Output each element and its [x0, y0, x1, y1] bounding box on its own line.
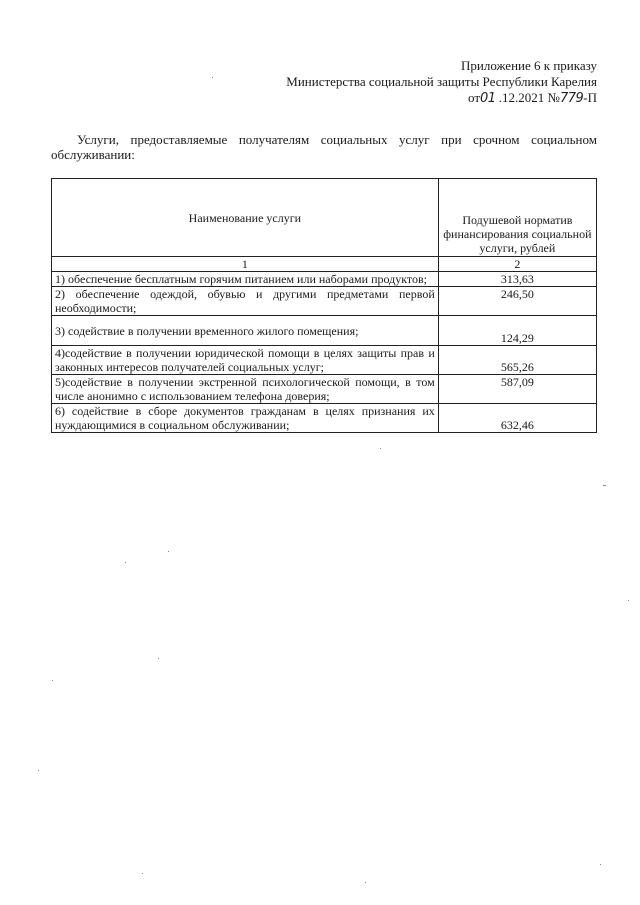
service-name: 3) содействие в получении временного жилого помещения;	[52, 316, 439, 346]
service-norm-value: 632,46	[438, 404, 596, 433]
scan-speck	[52, 680, 53, 681]
table-row	[52, 287, 597, 316]
scan-speck	[380, 448, 381, 449]
column-numbers-row	[52, 257, 597, 272]
number-suffix: -П	[583, 90, 597, 105]
scan-speck	[603, 485, 606, 486]
scan-speck	[38, 770, 39, 771]
scan-speck	[168, 551, 169, 552]
service-name: 1) обеспечение бесплатным горячим питанием или наборами продуктов;	[52, 272, 439, 287]
scan-speck	[628, 600, 629, 601]
column-header-norm: Подушевой норматив финансирования социальной услуги, рублей	[438, 179, 596, 257]
appendix-title: Приложение 6 к приказу	[460, 58, 597, 73]
number-prefix: №	[547, 90, 560, 105]
service-norm-value: 565,26	[438, 346, 596, 375]
date-rest: .12.2021	[498, 90, 545, 105]
table-header-row	[52, 179, 597, 257]
scan-speck	[142, 873, 143, 874]
services-table	[51, 178, 597, 433]
table-row	[52, 316, 597, 346]
intro-paragraph: Услуги, предоставляемые получателям социальных услуг при срочном социальном обслуживании:	[51, 132, 597, 162]
service-norm-value: 587,09	[438, 375, 596, 404]
handwritten-day: 01	[480, 91, 496, 106]
ministry-name: Министерства социальной защиты Республики Карелия	[286, 74, 597, 89]
column-header-service-name: Наименование услуги	[52, 179, 439, 257]
date-prefix: от	[467, 90, 480, 105]
scan-speck	[158, 658, 159, 659]
service-name: 2) обеспечение одеждой, обувью и другими предметами первой необходимости;	[52, 287, 439, 316]
service-norm-value: 124,29	[438, 316, 596, 346]
column-number-1: 1	[52, 257, 439, 272]
table-row	[52, 404, 597, 433]
table-row	[52, 272, 597, 287]
service-name: 4)содействие в получении юридической помощи в целях защиты прав и законных интересов получателей социальных услуг;	[52, 346, 439, 375]
scan-speck	[365, 882, 366, 883]
column-number-2: 2	[438, 257, 596, 272]
scan-speck	[125, 562, 126, 563]
order-date-number	[286, 90, 597, 107]
scan-speck	[600, 864, 601, 865]
handwritten-number: 779	[559, 91, 584, 106]
service-norm-value: 313,63	[438, 272, 596, 287]
service-name: 5)содействие в получении экстренной психологической помощи, в том числе анонимно с использованием телефона доверия;	[52, 375, 439, 404]
scan-speck	[212, 77, 213, 78]
service-norm-value: 246,50	[438, 287, 596, 316]
table-row	[52, 346, 597, 375]
appendix-header	[286, 58, 597, 107]
table-row	[52, 375, 597, 404]
service-name: 6) содействие в сборе документов гражданам в целях признания их нуждающимися в социальном обслуживании;	[52, 404, 439, 433]
